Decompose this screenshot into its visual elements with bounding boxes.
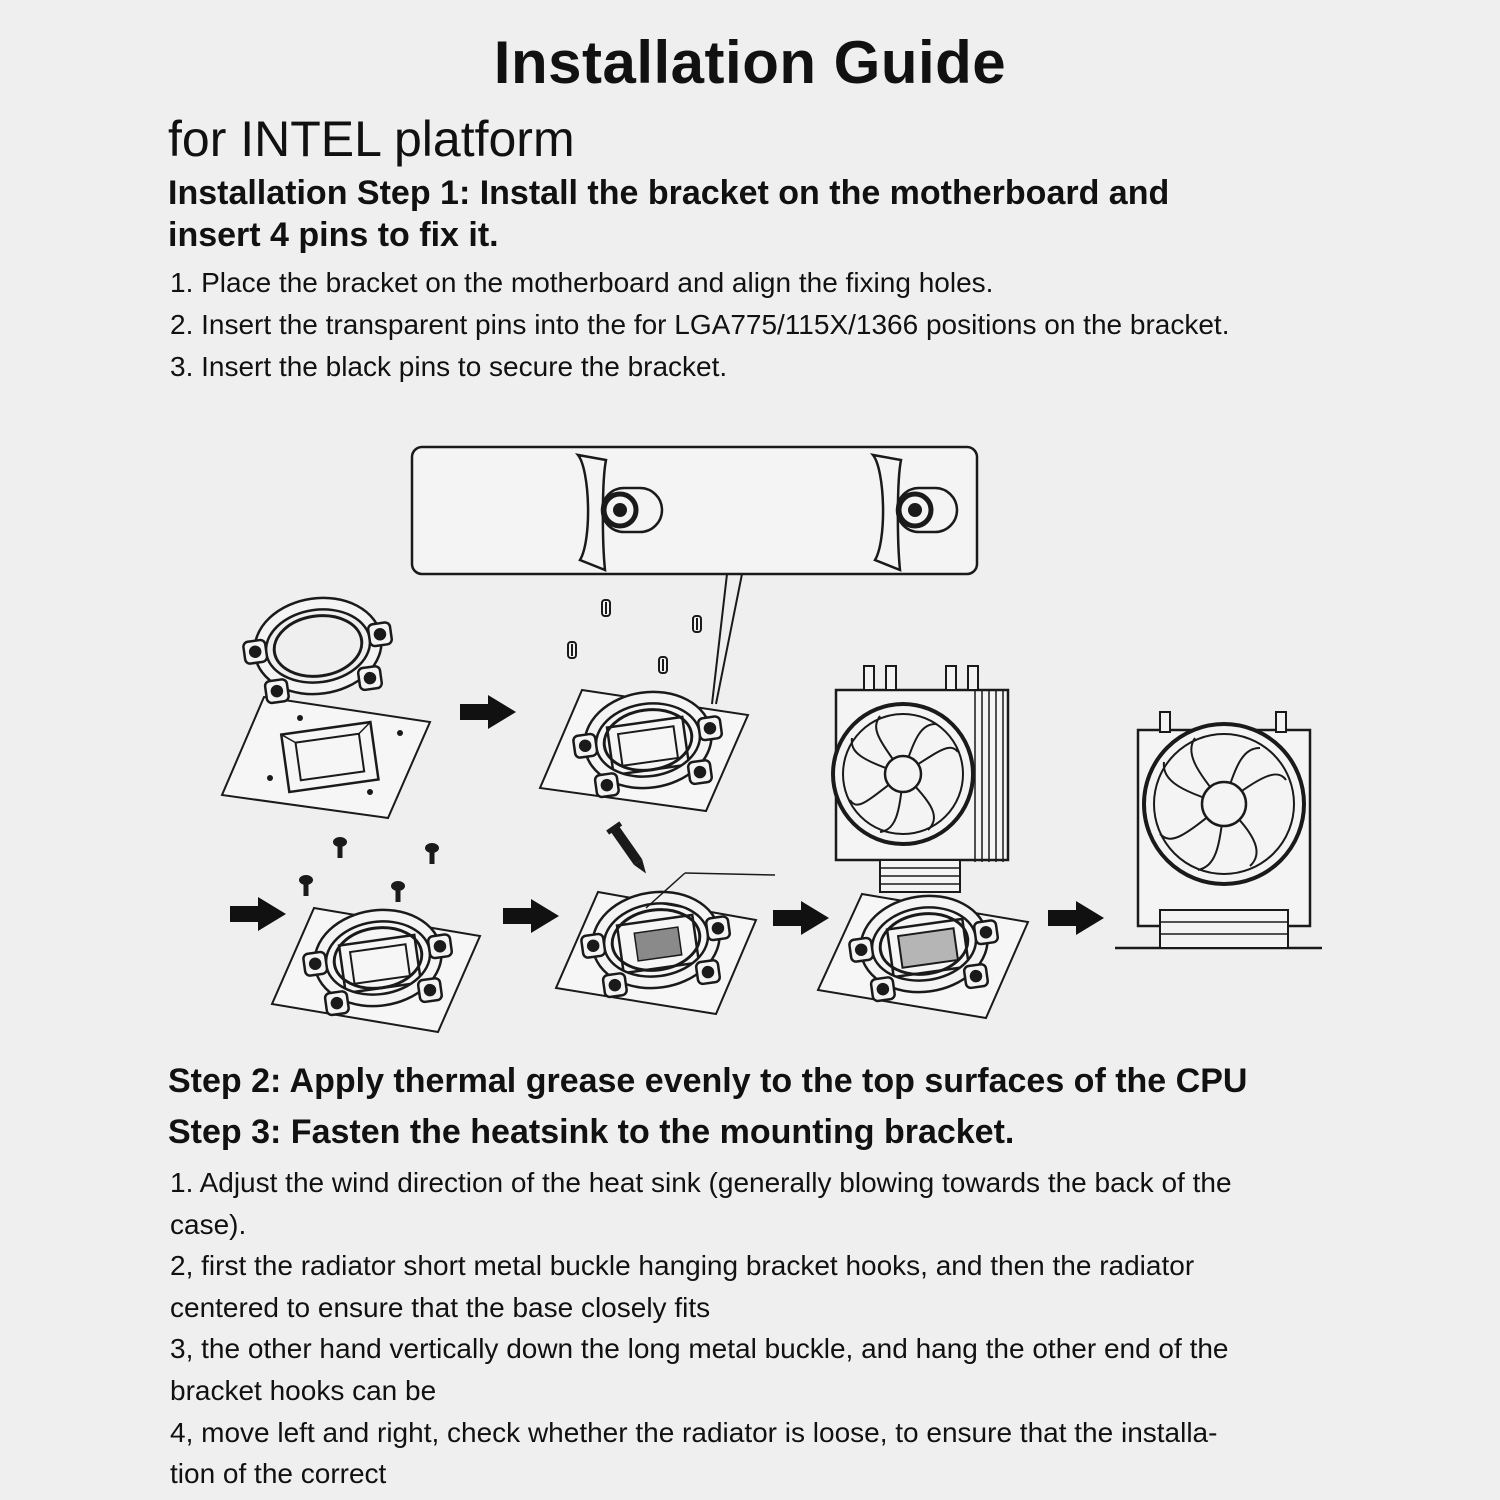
step3-line: 4, move left and right, check whether the radiator is loose, to ensure that the installa- (170, 1416, 1218, 1448)
step3-line: bracket hooks can be (170, 1374, 437, 1406)
stage-bracket-with-pins (540, 600, 748, 811)
arrow-icon (460, 695, 516, 729)
step3-line: 2, first the radiator short metal buckle hanging bracket hooks, and then the radiator (170, 1250, 1195, 1282)
step1-item: 2. Insert the transparent pins into the for LGA775/115X/1366 positions on the bracket. (170, 309, 1230, 340)
stage-cooler-above (833, 666, 1008, 892)
arrow-icon (1048, 901, 1104, 935)
step3-heading: Step 3: Fasten the heatsink to the mounting bracket. (168, 1113, 1015, 1151)
step3-line: 1. Adjust the wind direction of the heat sink (generally blowing towards the back of the (170, 1167, 1232, 1198)
platform-subtitle: for INTEL platform (168, 111, 575, 167)
step3-line: case). (170, 1208, 247, 1240)
grease-syringe-icon (606, 821, 652, 878)
stage-cooler-installed (1115, 712, 1322, 948)
step3-line: centered to ensure that the base closely fits (170, 1291, 711, 1323)
step1-heading-line1: Installation Step 1: Install the bracket on the motherboard and (168, 174, 1170, 212)
step2-heading: Step 2: Apply thermal grease evenly to the top surfaces of the CPU (168, 1062, 1248, 1100)
step3-line: tion of the correct (170, 1458, 387, 1490)
stage-bracket-ready (818, 892, 1028, 1018)
step1-item: 1. Place the bracket on the motherboard and align the fixing holes. (170, 267, 994, 298)
stage-thermal-grease (556, 821, 775, 1014)
step1-item: 3. Insert the black pins to secure the bracket. (170, 351, 728, 382)
arrow-icon (773, 901, 829, 935)
arrow-icon (503, 899, 559, 933)
step3-line: 3, the other hand vertically down the long metal buckle, and hang the other end of the (170, 1333, 1229, 1365)
stage-bracket-above-board (222, 594, 430, 818)
stage-black-pins (272, 837, 480, 1032)
arrow-icon (230, 897, 286, 931)
step1-heading-line2: insert 4 pins to fix it. (168, 216, 499, 254)
step3-instructions (170, 1162, 1330, 1495)
page-title: Installation Guide (493, 29, 1007, 96)
